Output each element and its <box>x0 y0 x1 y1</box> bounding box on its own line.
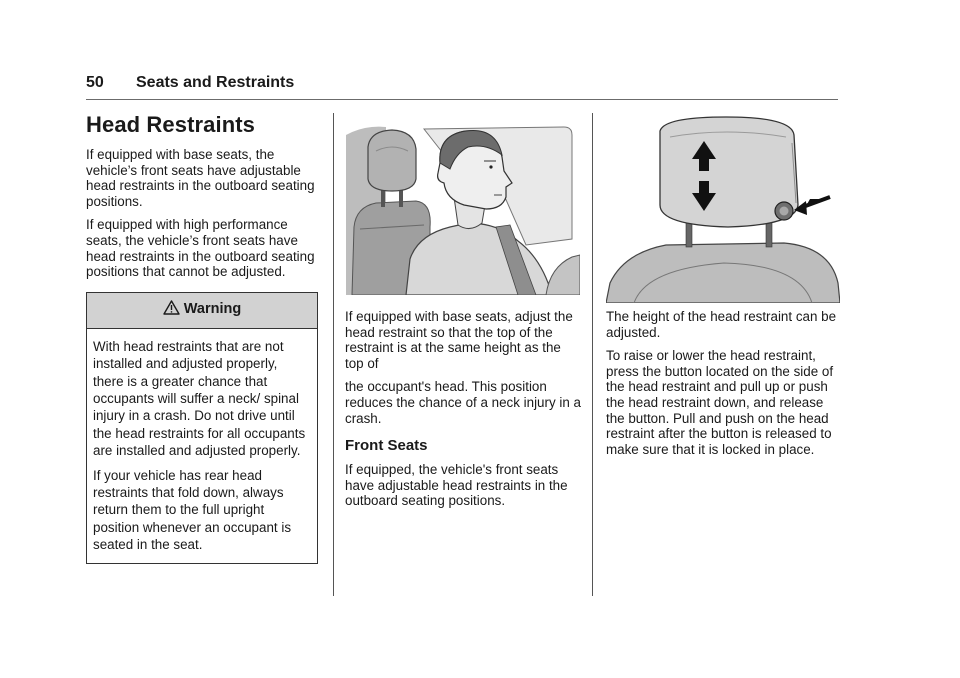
head-restraint-position-illustration <box>346 117 580 295</box>
raise-lower-paragraph: To raise or lower the head restraint, press the button located on the side of the head restraint and pull up or push the head restraint down, and release the button. Pull and push on the head restraint after the button is released to make sure that it is locked in place. <box>606 348 834 457</box>
adjust-paragraph-2: the occupant's head. This position reduces the chance of a neck injury in a crash. <box>345 379 581 426</box>
warning-paragraph-2: If your vehicle has rear head restraints that fold down, always return them to the full upright position whenever an occupant is seated in the seat. <box>93 467 292 553</box>
warning-title: Warning <box>183 301 242 318</box>
left-column <box>86 112 322 564</box>
section-title: Seats and Restraints <box>136 74 295 91</box>
adjust-paragraph-1: If equipped with base seats, adjust the head restraint so that the top of the restraint is at the same height as the top of <box>345 309 573 371</box>
height-paragraph: The height of the head restraint can be adjusted. <box>606 309 837 340</box>
front-seats-heading: Front Seats <box>345 437 428 455</box>
warning-header <box>87 293 317 329</box>
head-restraint-adjustment-illustration <box>606 113 840 303</box>
page-heading: Head Restraints <box>86 112 256 137</box>
intro-paragraph-2: If equipped with high performance seats, the vehicle’s front seats have head restraints in the outboard seating positions that cannot be adjusted. <box>86 217 315 280</box>
right-column <box>606 309 842 465</box>
front-seats-paragraph: If equipped, the vehicle's front seats have adjustable head restraints in the outboard seating positions. <box>345 462 568 509</box>
page-header <box>86 72 838 100</box>
warning-paragraph-1: With head restraints that are not installed and adjusted properly, there is a greater chance that occupants will suffer a neck/ spinal injury in a crash. Do not drive until the head restraints for all occupants are installed and adjusted properly. <box>93 338 306 459</box>
column-divider-1 <box>333 113 334 596</box>
page-number: 50 <box>86 74 104 91</box>
warning-triangle-icon <box>163 300 180 320</box>
warning-box <box>86 292 318 564</box>
column-divider-2 <box>592 113 593 596</box>
warning-body <box>87 329 317 563</box>
intro-paragraph-1: If equipped with base seats, the vehicle’s front seats have adjustable head restraints in the outboard seating positions. <box>86 147 315 209</box>
middle-column <box>345 309 581 517</box>
